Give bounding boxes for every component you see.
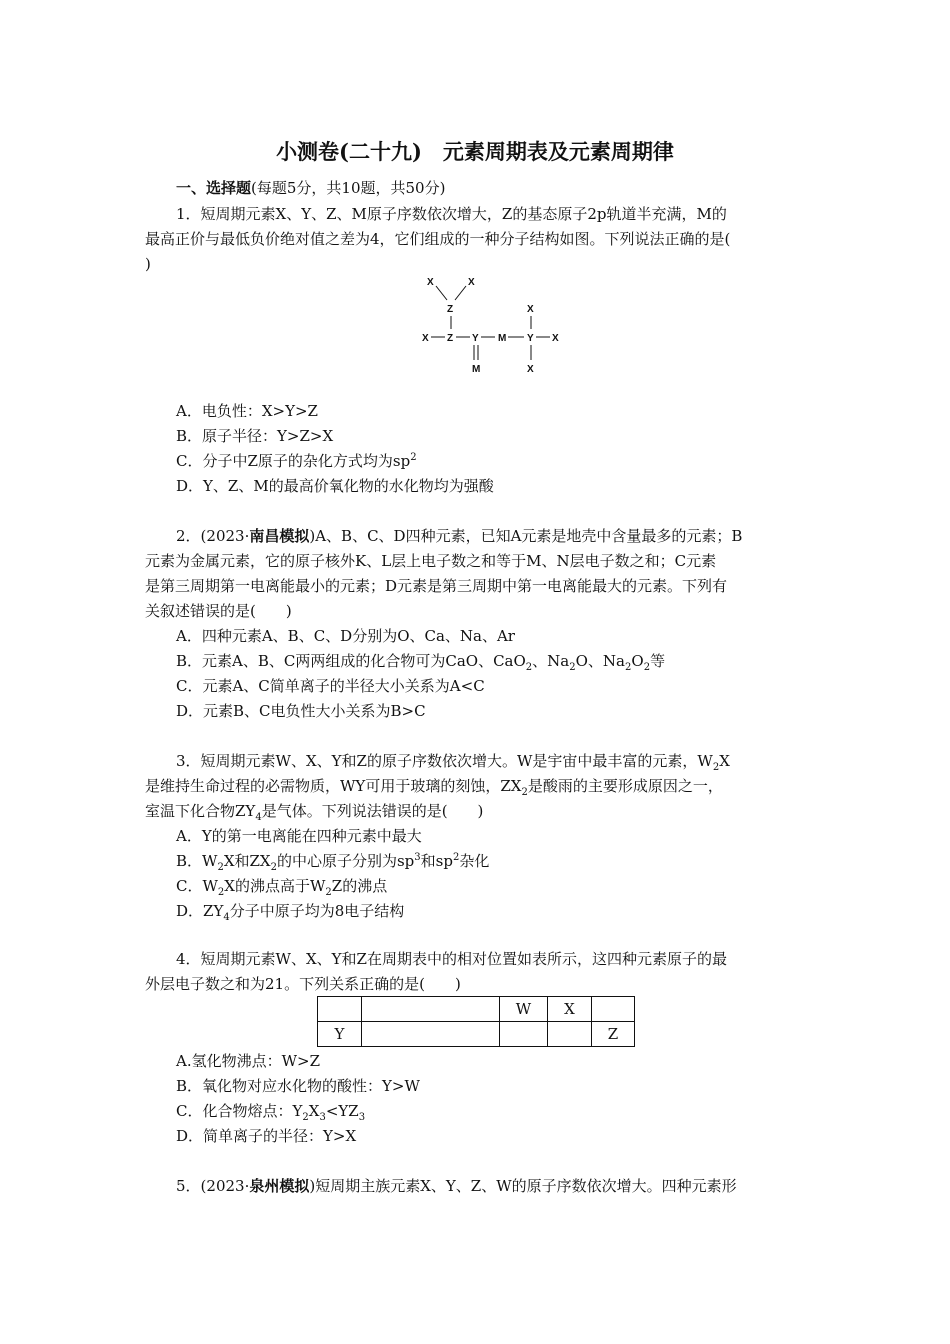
q2-source: 南昌模拟 [249, 527, 310, 545]
q2-option-b: B．元素A、B、C两两组成的化合物可为CaO、CaO$_2$、$Na_2O$、$Na_2O_2$等 [176, 652, 666, 673]
table-row [318, 997, 635, 1022]
section-label: 一、选择题 [176, 179, 252, 197]
mol-atom: X [527, 304, 534, 315]
mol-atom: X [422, 333, 429, 344]
q3-option-b: B．$W_2X$和$ZX_2$的中心原子分别为$sp^3$和$sp^2$杂化 [176, 852, 490, 873]
q1-option-b: B．原子半径：Y>Z>X [176, 427, 334, 445]
q4-line-1: 4．短周期元素W、X、Y和Z在周期表中的相对位置如表所示，这四种元素原子的最 [176, 950, 727, 968]
q3-option-a: A．Y的第一电离能在四种元素中最大 [176, 827, 422, 845]
mol-bond [436, 286, 447, 300]
table-cell [548, 1022, 592, 1047]
mol-atom: Y [472, 333, 479, 344]
q1-line-3: ) [145, 255, 151, 273]
mol-atom: X [552, 333, 559, 344]
mol-atom: M [498, 333, 507, 344]
table-cell: X [548, 997, 592, 1022]
table-cell [318, 997, 362, 1022]
table-cell [362, 997, 500, 1022]
mol-bond [455, 286, 466, 300]
q4-option-a: A.氢化物沸点：W>Z [176, 1052, 321, 1070]
mol-atom: X [427, 277, 434, 288]
q4-option-b: B．氧化物对应水化物的酸性：Y>W [176, 1077, 420, 1095]
q3-option-c: C．$W_2X$的沸点高于$W_2Z$的沸点 [176, 877, 388, 898]
q2-option-c: C．元素A、C简单离子的半径大小关系为A<C [176, 677, 485, 695]
q3-line-3: 室温下化合物$ZY_4$是气体。下列说法错误的是( ) [145, 802, 484, 823]
q4-option-d: D．简单离子的半径：Y>X [176, 1127, 357, 1145]
molecule-structure-figure [410, 270, 580, 380]
section-heading [176, 178, 445, 198]
q1-option-d: D．Y、Z、M的最高价氧化物的水化物均为强酸 [176, 477, 494, 495]
mol-atom: Z [447, 333, 454, 344]
q4-option-c: C．化合物熔点：$Y_2X_3<YZ_3$ [176, 1102, 366, 1123]
mol-atom: M [472, 364, 481, 375]
q3-line-2: 是维持生命过程的必需物质，WY可用于玻璃的刻蚀，$ZX_2$是酸雨的主要形成原因之一， [145, 777, 723, 798]
q5-line-1: 5．(2023·泉州模拟)短周期主族元素X、Y、Z、W的原子序数依次增大。四种元素形 [176, 1177, 737, 1195]
q1-number: 1． [176, 205, 201, 223]
q2-line-1: 2．(2023·南昌模拟)A、B、C、D四种元素，已知A元素是地壳中含量最多的元素；B [176, 527, 743, 545]
table-cell: Y [318, 1022, 362, 1047]
section-note: (每题5分，共10题，共50分) [251, 179, 446, 197]
q1-option-a: A．电负性：X>Y>Z [176, 402, 318, 420]
table-row [318, 1022, 635, 1047]
q1-option-c: C．分子中Z原子的杂化方式均为$sp^2$ [176, 452, 417, 470]
q4-line-2: 外层电子数之和为21。下列关系正确的是( ) [145, 975, 461, 993]
q2-option-a: A．四种元素A、B、C、D分别为O、Ca、Na、Ar [176, 627, 515, 645]
mol-atom: X [527, 364, 534, 375]
periodic-position-table [317, 996, 635, 1047]
table-cell: W [500, 997, 548, 1022]
table-cell [362, 1022, 500, 1047]
table-cell [500, 1022, 548, 1047]
mol-atom: Z [447, 304, 454, 315]
mol-atom: X [468, 277, 475, 288]
q3-line-1: 3．短周期元素W、X、Y和Z的原子序数依次增大。W是宇宙中最丰富的元素，$W_2X$ [176, 752, 730, 773]
page-title: 小测卷(二十九) 元素周期表及元素周期律 [276, 139, 674, 164]
q2-line-4: 关叙述错误的是( ) [145, 602, 292, 620]
q1-line-1: 1．短周期元素X、Y、Z、M原子序数依次增大，Z的基态原子2p轨道半充满，M的 [176, 205, 727, 223]
q2-option-d: D．元素B、C电负性大小关系为B>C [176, 702, 426, 720]
q3-option-d: D．$ZY_4$分子中原子均为8电子结构 [176, 902, 405, 923]
q1-line-2: 最高正价与最低负价绝对值之差为4，它们组成的一种分子结构如图。下列说法正确的是( [145, 230, 731, 248]
q5-source: 泉州模拟 [249, 1177, 310, 1195]
table-cell: Z [592, 1022, 635, 1047]
mol-atom: Y [527, 333, 534, 344]
q2-line-3: 是第三周期第一电离能最小的元素；D元素是第三周期中第一电离能最大的元素。下列有 [145, 577, 728, 595]
table-cell [592, 997, 635, 1022]
q2-line-2: 元素为金属元素，它的原子核外K、L层上电子数之和等于M、N层电子数之和；C元素 [145, 552, 717, 570]
